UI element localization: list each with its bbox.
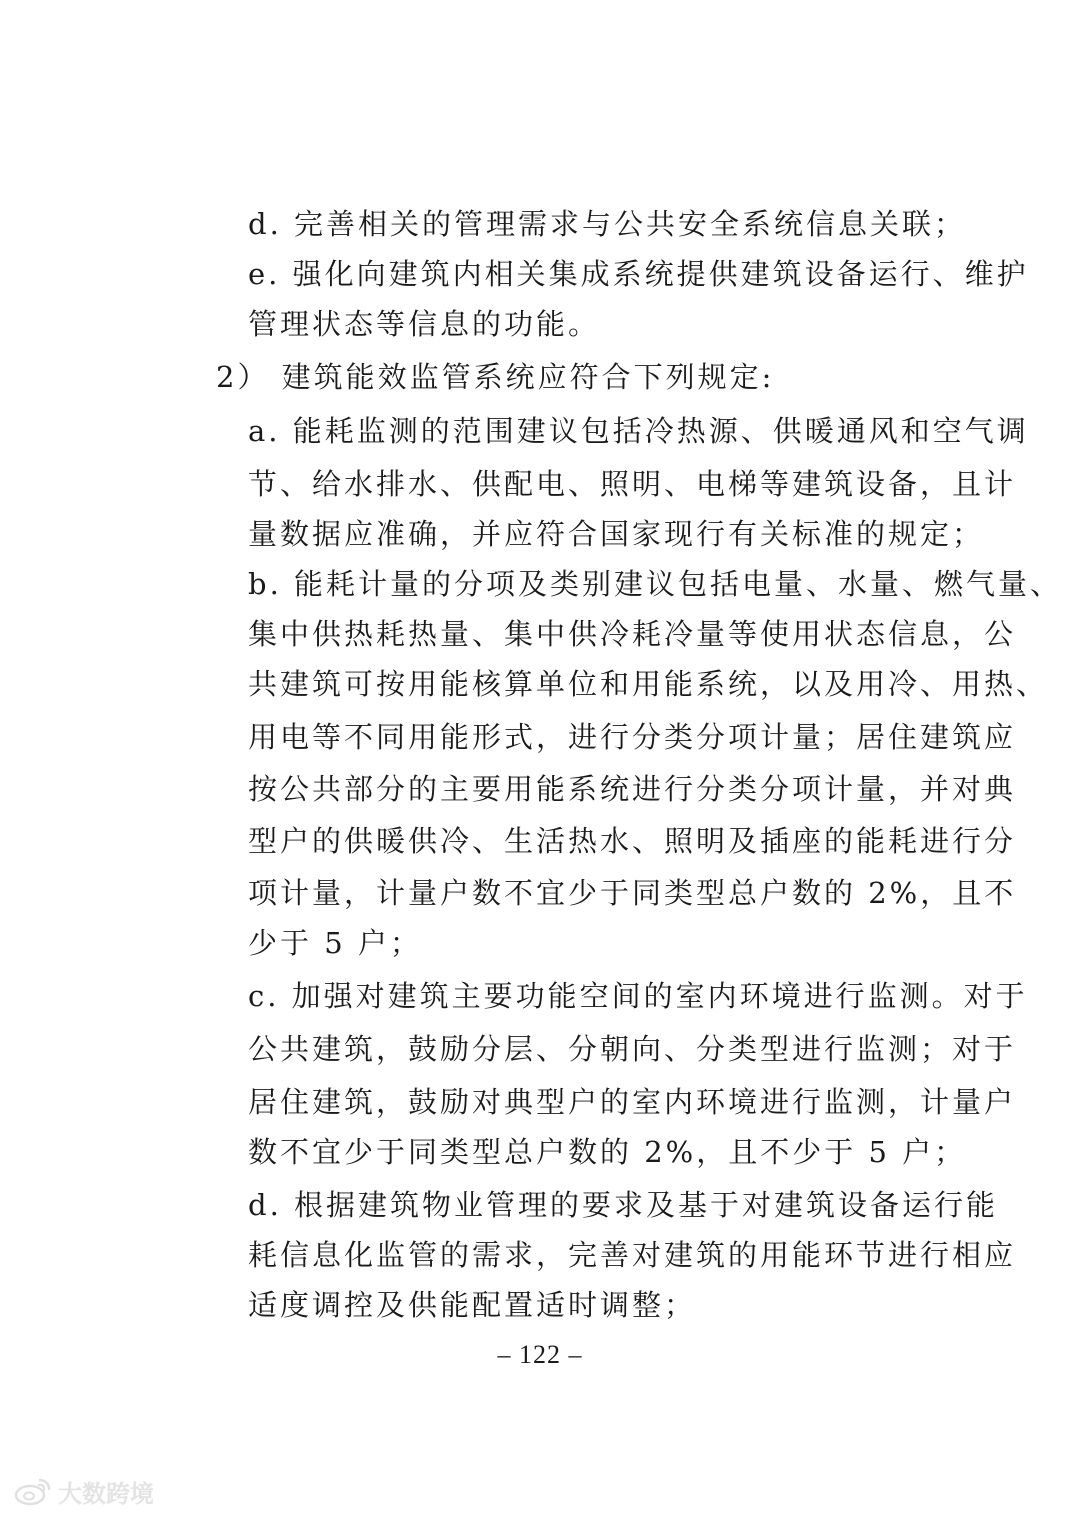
weibo-logo-icon: [14, 1476, 52, 1506]
watermark: [14, 1474, 154, 1508]
list-item-c-continuation-1: 公共建筑，鼓励分层、分朝向、分类型进行监测；对于: [248, 1032, 1017, 1066]
list-item-c-continuation-2: 居住建筑，鼓励对典型户的室内环境进行监测，计量户: [248, 1085, 1017, 1119]
list-item-b-metering: b. 能耗计量的分项及类别建议包括电量、水量、燃气量、: [248, 567, 1063, 601]
section-heading-2: 2） 建筑能效监管系统应符合下列规定:: [216, 360, 775, 394]
list-item-d-security-link: d. 完善相关的管理需求与公共安全系统信息关联；: [248, 207, 967, 241]
list-item-b-continuation-1: 集中供热耗热量、集中供冷耗冷量等使用状态信息，公: [248, 617, 1017, 651]
list-item-d-property-management: d. 根据建筑物业管理的要求及基于对建筑设备运行能: [248, 1188, 999, 1222]
watermark-text: 大数跨境: [58, 1479, 154, 1508]
list-item-c-indoor-environment: c. 加强对建筑主要功能空间的室内环境进行监测。对于: [248, 979, 1028, 1013]
list-item-d-continuation-1: 耗信息化监管的需求，完善对建筑的用能环节进行相应: [248, 1238, 1017, 1272]
list-item-a-continuation-2: 量数据应准确，并应符合国家现行有关标准的规定；: [248, 517, 985, 551]
list-item-a-energy-monitoring: a. 能耗监测的范围建议包括冷热源、供暖通风和空气调: [248, 414, 1029, 448]
list-item-b-continuation-7: 少于 5 户；: [248, 926, 422, 960]
list-item-e-continuation: 管理状态等信息的功能。: [248, 307, 601, 341]
list-item-d-continuation-2: 适度调控及供能配置适时调整；: [248, 1288, 697, 1322]
page-number: – 122 –: [497, 1340, 583, 1369]
list-item-b-continuation-3: 用电等不同用能形式，进行分类分项计量；居住建筑应: [248, 720, 1017, 754]
list-item-b-continuation-6: 项计量，计量户数不宜少于同类型总户数的 2%，且不: [248, 876, 1017, 910]
list-item-c-continuation-3: 数不宜少于同类型总户数的 2%，且不少于 5 户；: [248, 1135, 967, 1169]
list-item-b-continuation-4: 按公共部分的主要用能系统进行分类分项计量，并对典: [248, 772, 1017, 806]
list-item-b-continuation-2: 共建筑可按用能核算单位和用能系统，以及用冷、用热、: [248, 667, 1049, 701]
list-item-b-continuation-5: 型户的供暖供冷、生活热水、照明及插座的能耗进行分: [248, 824, 1017, 858]
list-item-e-integration: e. 强化向建筑内相关集成系统提供建筑设备运行、维护: [248, 257, 1029, 291]
list-item-a-continuation-1: 节、给水排水、供配电、照明、电梯等建筑设备，且计: [248, 467, 1017, 501]
